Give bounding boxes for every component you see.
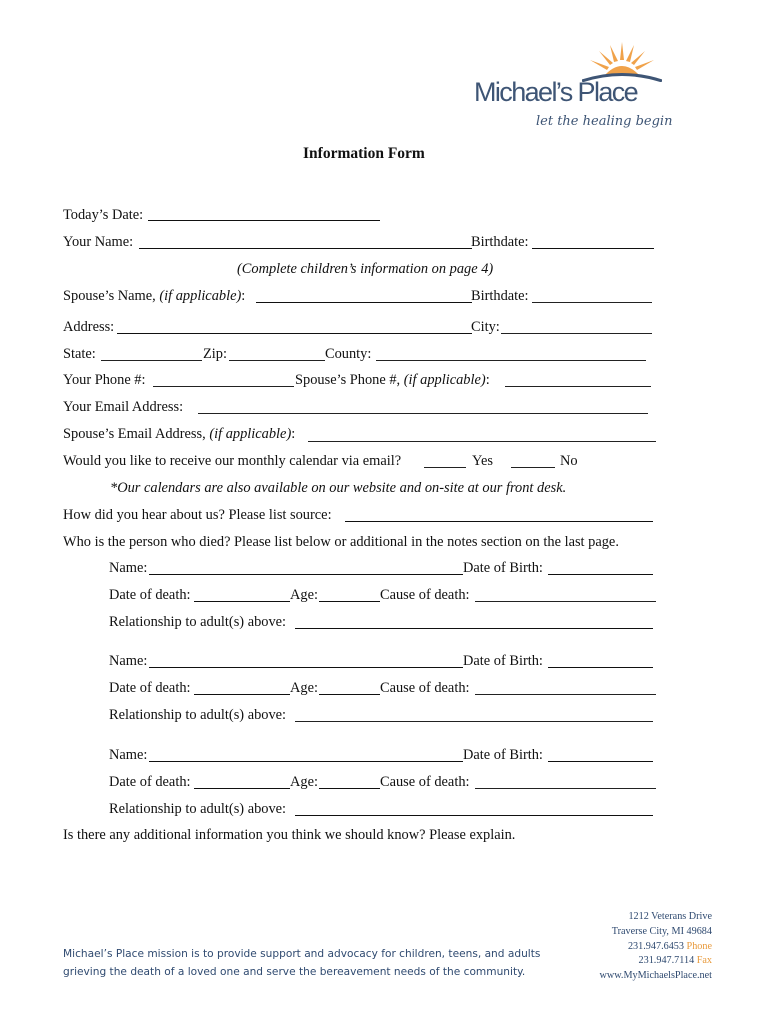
- deceased-2-dod-field[interactable]: [194, 694, 290, 695]
- deceased-2-cause-label: Cause of death:: [380, 680, 470, 696]
- fax-line: [599, 954, 712, 969]
- spouse-phone-text: Spouse’s Phone #,: [295, 372, 404, 388]
- mission-line-1: Michael’s Place mission is to provide support and advocacy for children, teens, and adults: [63, 948, 541, 960]
- spouse-name-applicable: (if applicable): [159, 288, 242, 304]
- website-link[interactable]: www.MyMichaelsPlace.net: [599, 970, 712, 982]
- your-phone-label: Your Phone #:: [63, 372, 146, 388]
- deceased-3-relationship-label: Relationship to adult(s) above:: [109, 801, 287, 817]
- city-field[interactable]: [501, 333, 652, 334]
- deceased-1-dob-label: Date of Birth:: [463, 560, 543, 576]
- city-state-zip: Traverse City, MI 49684: [611, 925, 712, 937]
- deceased-3-name-label: Name:: [109, 747, 148, 763]
- fax-number: 231.947.7114: [638, 955, 697, 967]
- spouse-phone-applicable: (if applicable): [403, 372, 486, 388]
- calendar-note: *Our calendars are also available on our website and on-site at our front desk.: [110, 480, 567, 496]
- spouse-email-applicable: (if applicable): [209, 426, 292, 442]
- sun-icon: [582, 40, 662, 82]
- your-name-field[interactable]: [139, 248, 472, 249]
- spouse-name-text: Spouse’s Name,: [63, 288, 160, 304]
- children-note: (Complete children’s information on page 4): [237, 261, 494, 277]
- logo: [470, 40, 690, 145]
- calendar-no-field[interactable]: [511, 467, 555, 468]
- fax-label: Fax: [696, 955, 712, 967]
- deceased-2-dod-label: Date of death:: [109, 680, 191, 696]
- deceased-3-cause-field[interactable]: [475, 788, 656, 789]
- deceased-2-age-label: Age:: [290, 680, 318, 696]
- logo-name: Michael’s Place: [474, 77, 638, 107]
- zip-label: Zip:: [203, 346, 227, 362]
- form-title: Information Form: [303, 145, 425, 162]
- deceased-3-dob-label: Date of Birth:: [463, 747, 543, 763]
- phone-line: [599, 940, 712, 955]
- birthdate-field[interactable]: [532, 248, 654, 249]
- deceased-1-dod-label: Date of death:: [109, 587, 191, 603]
- street-address: 1212 Veterans Drive: [628, 911, 712, 922]
- deceased-2-dob-label: Date of Birth:: [463, 653, 543, 669]
- contact-block: [599, 910, 712, 984]
- calendar-no-label: No: [560, 453, 578, 469]
- mission-line-2: grieving the death of a loved one and serve the bereavement needs of the community.: [63, 966, 526, 978]
- deceased-3-cause-label: Cause of death:: [380, 774, 470, 790]
- hear-about-field[interactable]: [345, 521, 653, 522]
- county-label: County:: [325, 346, 372, 362]
- state-label: State:: [63, 346, 96, 362]
- county-field[interactable]: [376, 360, 646, 361]
- deceased-1-name-field[interactable]: [149, 574, 463, 575]
- spouse-email-colon: :: [291, 426, 296, 442]
- deceased-2-relationship-label: Relationship to adult(s) above:: [109, 707, 287, 723]
- deceased-2-name-field[interactable]: [149, 667, 463, 668]
- your-email-label: Your Email Address:: [63, 399, 184, 415]
- spouse-email-field[interactable]: [308, 441, 656, 442]
- your-phone-field[interactable]: [153, 386, 294, 387]
- spouse-phone-field[interactable]: [505, 386, 651, 387]
- address-label: Address:: [63, 319, 115, 335]
- phone-label: Phone: [686, 940, 712, 952]
- deceased-1-age-field[interactable]: [319, 601, 380, 602]
- spouse-phone-label: [295, 371, 490, 389]
- todays-date-field[interactable]: [148, 220, 380, 221]
- calendar-yes-field[interactable]: [424, 467, 466, 468]
- deceased-2-name-label: Name:: [109, 653, 148, 669]
- deceased-1-dob-field[interactable]: [548, 574, 653, 575]
- deceased-2-dob-field[interactable]: [548, 667, 653, 668]
- address-field[interactable]: [117, 333, 472, 334]
- logo-tagline: let the healing begin: [536, 114, 673, 129]
- city-label: City:: [471, 319, 500, 335]
- deceased-3-relationship-field[interactable]: [295, 815, 653, 816]
- deceased-1-dod-field[interactable]: [194, 601, 290, 602]
- who-died-label: Who is the person who died? Please list below or additional in the notes section on the last page.: [63, 534, 619, 550]
- deceased-3-age-field[interactable]: [319, 788, 380, 789]
- deceased-1-name-label: Name:: [109, 560, 148, 576]
- spouse-email-label: [63, 425, 295, 443]
- spouse-name-field[interactable]: [256, 302, 472, 303]
- deceased-2-age-field[interactable]: [319, 694, 380, 695]
- deceased-1-relationship-label: Relationship to adult(s) above:: [109, 614, 287, 630]
- todays-date-label: Today’s Date:: [63, 207, 144, 223]
- mission-statement: [63, 945, 540, 981]
- your-name-label: Your Name:: [63, 234, 134, 250]
- spouse-birthdate-label: Birthdate:: [471, 288, 529, 304]
- deceased-3-age-label: Age:: [290, 774, 318, 790]
- spouse-birthdate-field[interactable]: [532, 302, 652, 303]
- deceased-1-cause-label: Cause of death:: [380, 587, 470, 603]
- calendar-yes-label: Yes: [472, 453, 493, 469]
- phone-number: 231.947.6453: [627, 940, 687, 952]
- spouse-email-text: Spouse’s Email Address,: [63, 426, 210, 442]
- deceased-3-dob-field[interactable]: [548, 761, 653, 762]
- deceased-1-age-label: Age:: [290, 587, 318, 603]
- hear-about-label: How did you hear about us? Please list source:: [63, 507, 332, 523]
- spouse-name-label: [63, 287, 245, 305]
- calendar-question: Would you like to receive our monthly calendar via email?: [63, 453, 402, 469]
- deceased-1-relationship-field[interactable]: [295, 628, 653, 629]
- spouse-phone-colon: :: [485, 372, 490, 388]
- your-email-field[interactable]: [198, 413, 648, 414]
- deceased-3-dod-field[interactable]: [194, 788, 290, 789]
- spouse-name-colon: :: [241, 288, 246, 304]
- additional-info-label: Is there any additional information you think we should know? Please explain.: [63, 827, 516, 843]
- deceased-1-cause-field[interactable]: [475, 601, 656, 602]
- zip-field[interactable]: [229, 360, 325, 361]
- deceased-3-name-field[interactable]: [149, 761, 463, 762]
- deceased-3-dod-label: Date of death:: [109, 774, 191, 790]
- birthdate-label: Birthdate:: [471, 234, 529, 250]
- state-field[interactable]: [101, 360, 202, 361]
- deceased-2-relationship-field[interactable]: [295, 721, 653, 722]
- deceased-2-cause-field[interactable]: [475, 694, 656, 695]
